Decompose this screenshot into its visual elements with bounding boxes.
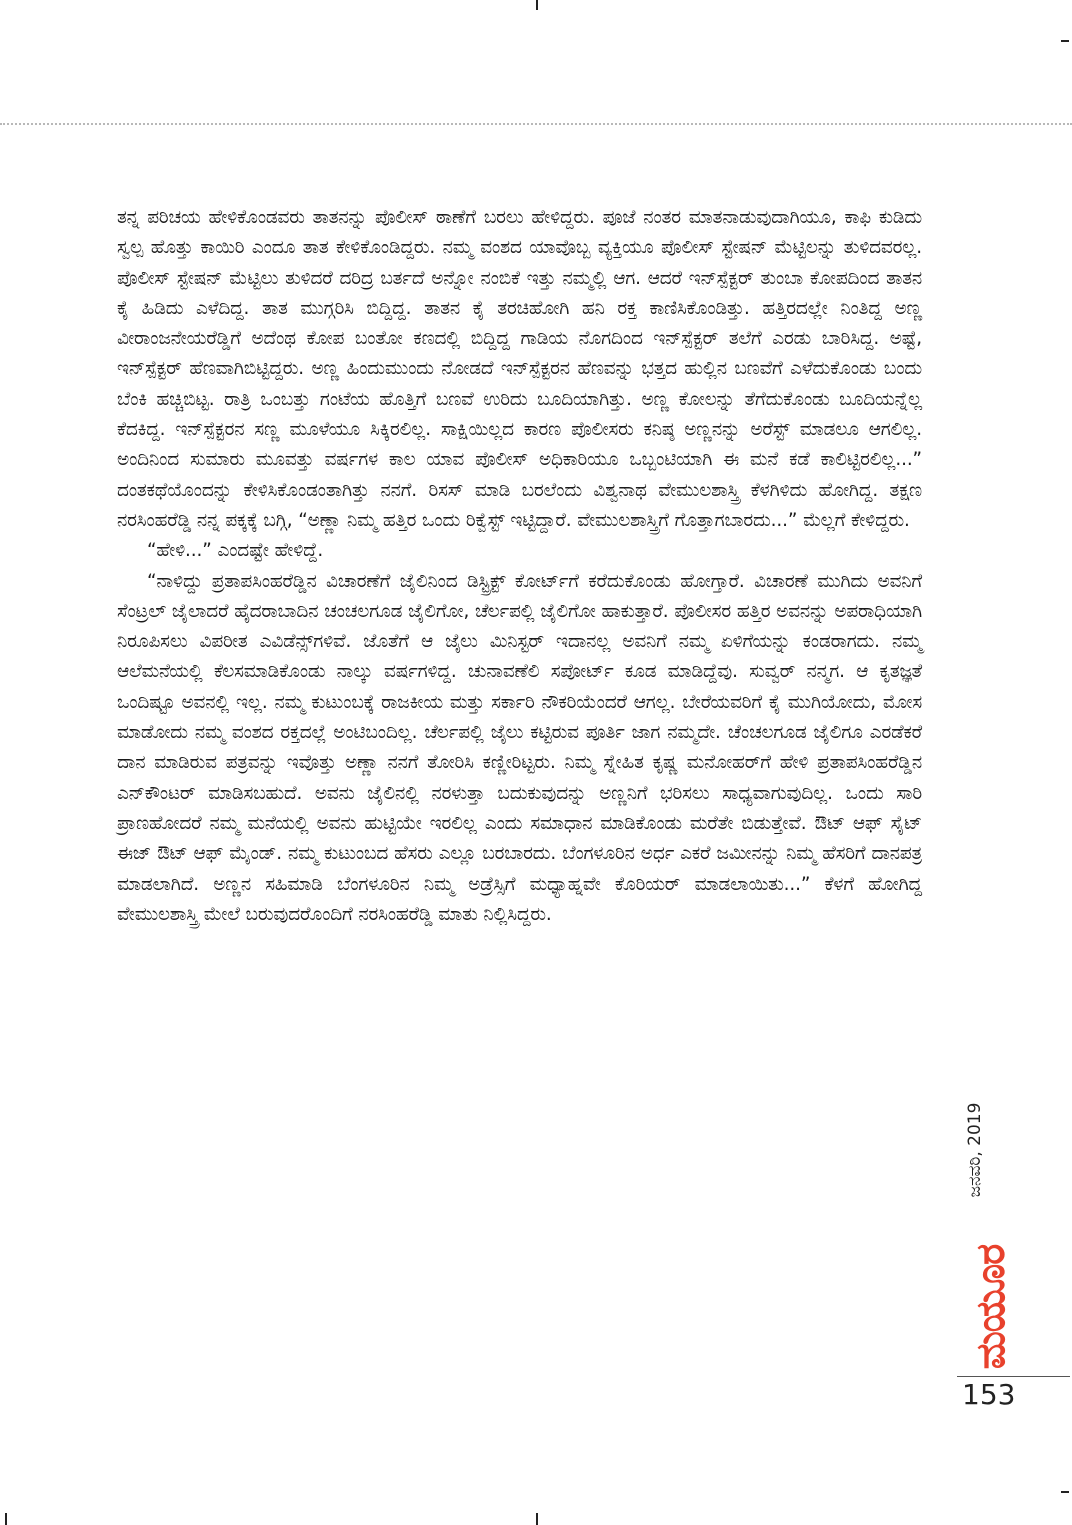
crop-mark-right-bottom bbox=[1061, 1491, 1069, 1493]
issue-date: ಜನವರಿ, 2019 bbox=[965, 1102, 985, 1198]
folio-rule bbox=[957, 1376, 1070, 1377]
page-number: 153 bbox=[962, 1378, 1016, 1411]
article-paragraph: “ನಾಳಿದ್ದು ಪ್ರತಾಪಸಿಂಹರೆಡ್ಡಿನ ವಿಚಾರಣೆಗೆ ಜೈಲಿನಿಂದ ಡಿಸ್ಟ್ರಿಕ್ಟ್ ಕೋರ್ಟ್‌ಗೆ ಕರೆದುಕೊಂಡು ಹೋಗ್ತಾರೆ. ವಿಚಾರಣೆ ಮುಗಿದು ಅವನಿಗೆ ಸೆಂಟ್ರಲ್ ಜೈಲಾದರೆ ಹೈದರಾಬಾದಿನ ಚಂಚಲಗೂಡ ಜೈಲಿಗೋ, ಚೆರ್ಲಪಲ್ಲಿ ಜೈಲಿಗೋ ಹಾಕುತ್ತಾರೆ. ಪೊಲೀಸರ ಹತ್ತಿರ ಅವನನ್ನು ಅಪರಾಧಿಯಾಗಿ ನಿರೂಪಿಸಲು ವಿಪರೀತ ಎವಿಡೆನ್ಸ್‌ಗಳಿವೆ. ಜೊತೆಗೆ ಆ ಜೈಲು ಮಿನಿಸ್ಟರ್ ಇದಾನಲ್ಲ ಅವನಿಗೆ ನಮ್ಮ ಏಳಿಗೆಯನ್ನು ಕಂಡರಾಗದು. ನಮ್ಮ ಆಲೆಮನೆಯಲ್ಲಿ ಕೆಲಸಮಾಡಿಕೊಂಡು ನಾಲ್ಕು ವರ್ಷಗಳಿದ್ದ. ಚುನಾವಣೆಲಿ ಸಪೋರ್ಟ್ ಕೂಡ ಮಾಡಿದ್ದೆವು. ಸುವ್ವರ್ ನನ್ಮಗ. ಆ ಕೃತಜ್ಞತೆ ಒಂದಿಷ್ಟೂ ಅವನಲ್ಲಿ ಇಲ್ಲ. ನಮ್ಮ ಕುಟುಂಬಕ್ಕೆ ರಾಜಕೀಯ ಮತ್ತು ಸರ್ಕಾರಿ ನೌಕರಿಯೆಂದರೆ ಆಗಲ್ಲ. ಬೇರೆಯವರಿಗೆ ಕೈ ಮುಗಿಯೋದು, ಮೋಸ ಮಾಡೋದು ನಮ್ಮ ವಂಶದ ರಕ್ತದಲ್ಲೆ ಅಂಟಿಬಂದಿಲ್ಲ. ಚೆರ್ಲಪಲ್ಲಿ ಜೈಲು ಕಟ್ಟಿರುವ ಪೂರ್ತಿ ಜಾಗ ನಮ್ಮದೇ. ಚೆಂಚಲಗೂಡ ಜೈಲಿಗೂ ಎರಡೆಕರೆ ದಾನ ಮಾಡಿರುವ ಪತ್ರವನ್ನು ಇವೊತ್ತು ಅಣ್ಣಾ ನನಗೆ ತೋರಿಸಿ ಕಣ್ಣೀರಿಟ್ಟರು. ನಿಮ್ಮ ಸ್ನೇಹಿತ ಕೃಷ್ಣ ಮನೋಹರ್‌ಗೆ ಹೇಳಿ ಪ್ರತಾಪಸಿಂಹರೆಡ್ಡಿನ ಎನ್‌ಕೌಂಟರ್ ಮಾಡಿಸಬಹುದೆ. ಅವನು ಜೈಲಿನಲ್ಲಿ ನರಳುತ್ತಾ ಬದುಕುವುದನ್ನು ಅಣ್ಣನಿಗೆ ಭರಿಸಲು ಸಾಧ್ಯವಾಗುವುದಿಲ್ಲ. ಒಂದು ಸಾರಿ ಪ್ರಾಣಹೋದರೆ ನಮ್ಮ ಮನೆಯಲ್ಲಿ ಅವನು ಹುಟ್ಟಿಯೇ ಇರಲಿಲ್ಲ ಎಂದು ಸಮಾಧಾನ ಮಾಡಿಕೊಂಡು ಮರೆತೇ ಬಿಡುತ್ತೇವೆ. ಔಟ್ ಆಫ್ ಸೈಟ್ ಈಜ್ ಔಟ್ ಆಫ್ ಮೈಂಡ್. ನಮ್ಮ ಕುಟುಂಬದ ಹೆಸರು ಎಲ್ಲೂ ಬರಬಾರದು. ಬೆಂಗಳೂರಿನ ಅರ್ಧ ಎಕರೆ ಜಮೀನನ್ನು ನಿಮ್ಮ ಹೆಸರಿಗೆ ದಾನಪತ್ರ ಮಾಡಲಾಗಿದೆ. ಅಣ್ಣನ ಸಹಿಮಾಡಿ ಬೆಂಗಳೂರಿನ ನಿಮ್ಮ ಅಡ್ರೆಸ್ಸಿಗೆ ಮಧ್ಯಾಹ್ನವೇ ಕೊರಿಯರ್ ಮಾಡಲಾಯಿತು...” ಕೆಳಗೆ ಹೋಗಿದ್ದ ವೇಮುಲಶಾಸ್ತ್ರಿ ಮೇಲೆ ಬರುವುದರೊಂದಿಗೆ ನರಸಿಂಹರೆಡ್ಡಿ ಮಾತು ನಿಲ್ಲಿಸಿದ್ದರು. bbox=[117, 570, 922, 925]
article-body bbox=[117, 203, 922, 930]
masthead-logo: ಮಯೂರ bbox=[968, 1244, 1014, 1370]
header-dotted-rule bbox=[0, 123, 1072, 125]
crop-mark-bottom-left bbox=[5, 1513, 7, 1525]
crop-mark-top-center bbox=[536, 0, 538, 10]
article-paragraph: “ಹೇಳಿ...” ಎಂದಷ್ಟೇ ಹೇಳಿದ್ದೆ. bbox=[147, 540, 324, 562]
crop-mark-bottom-center bbox=[536, 1513, 538, 1525]
article-paragraph: ತನ್ನ ಪರಿಚಯ ಹೇಳಿಕೊಂಡವರು ತಾತನನ್ನು ಪೊಲೀಸ್ ಠಾಣೆಗೆ ಬರಲು ಹೇಳಿದ್ದರು. ಪೂಜೆ ನಂತರ ಮಾತನಾಡುವುದಾಗಿಯೂ, ಕಾಫಿ ಕುಡಿದು ಸ್ವಲ್ಪ ಹೊತ್ತು ಕಾಯಿರಿ ಎಂದೂ ತಾತ ಕೇಳಿಕೊಂಡಿದ್ದರು. ನಮ್ಮ ವಂಶದ ಯಾವೊಬ್ಬ ವ್ಯಕ್ತಿಯೂ ಪೊಲೀಸ್ ಸ್ಟೇಷನ್ ಮೆಟ್ಟಿಲನ್ನು ತುಳಿದವರಲ್ಲ. ಪೊಲೀಸ್ ಸ್ಟೇಷನ್ ಮೆಟ್ಟಿಲು ತುಳಿದರೆ ದರಿದ್ರ ಬರ್ತದೆ ಅನ್ನೋ ನಂಬಿಕೆ ಇತ್ತು ನಮ್ಮಲ್ಲಿ ಆಗ. ಆದರೆ ಇನ್‌ಸ್ಪೆಕ್ಟರ್ ತುಂಬಾ ಕೋಪದಿಂದ ತಾತನ ಕೈ ಹಿಡಿದು ಎಳೆದಿದ್ದ. ತಾತ ಮುಗ್ಗರಿಸಿ ಬಿದ್ದಿದ್ದ. ತಾತನ ಕೈ ತರಚಿಹೋಗಿ ಹನಿ ರಕ್ತ ಕಾಣಿಸಿಕೊಂಡಿತ್ತು. ಹತ್ತಿರದಲ್ಲೇ ನಿಂತಿದ್ದ ಅಣ್ಣ ವೀರಾಂಜನೇಯರೆಡ್ಡಿಗೆ ಅದೆಂಥ ಕೋಪ ಬಂತೋ ಕಣದಲ್ಲಿ ಬಿದ್ದಿದ್ದ ಗಾಡಿಯ ನೊಗದಿಂದ ಇನ್‌ಸ್ಪೆಕ್ಟರ್ ತಲೆಗೆ ಎರಡು ಬಾರಿಸಿದ್ದ. ಅಷ್ಟೆ, ಇನ್‌ಸ್ಪೆಕ್ಟರ್ ಹೆಣವಾಗಿಬಿಟ್ಟಿದ್ದರು. ಅಣ್ಣ ಹಿಂದುಮುಂದು ನೋಡದೆ ಇನ್‌ಸ್ಪೆಕ್ಟರನ ಹೆಣವನ್ನು ಭತ್ತದ ಹುಲ್ಲಿನ ಬಣವೆಗೆ ಎಳೆದುಕೊಂಡು ಬಂದು ಬೆಂಕಿ ಹಚ್ಚಿಬಿಟ್ಟ. ರಾತ್ರಿ ಒಂಬತ್ತು ಗಂಟೆಯ ಹೊತ್ತಿಗೆ ಬಣವೆ ಉರಿದು ಬೂದಿಯಾಗಿತ್ತು. ಅಣ್ಣ ಕೋಲನ್ನು ತೆಗೆದುಕೊಂಡು ಬೂದಿಯನ್ನೆಲ್ಲ ಕೆದಕಿದ್ದ. ಇನ್‌ಸ್ಪೆಕ್ಟರನ ಸಣ್ಣ ಮೂಳೆಯೂ ಸಿಕ್ಕಿರಲಿಲ್ಲ. ಸಾಕ್ಷಿಯಿಲ್ಲದ ಕಾರಣ ಪೊಲೀಸರು ಕನಿಷ್ಠ ಅಣ್ಣನನ್ನು ಅರೆಸ್ಟ್ ಮಾಡಲೂ ಆಗಲಿಲ್ಲ. ಅಂದಿನಿಂದ ಸುಮಾರು ಮೂವತ್ತು ವರ್ಷಗಳ ಕಾಲ ಯಾವ ಪೊಲೀಸ್ ಅಧಿಕಾರಿಯೂ ಒಬ್ಬಂಟಿಯಾಗಿ ಈ ಮನೆ ಕಡೆ ಕಾಲಿಟ್ಟಿರಲಿಲ್ಲ...” ದಂತಕಥೆಯೊಂದನ್ನು ಕೇಳಿಸಿಕೊಂಡಂತಾಗಿತ್ತು ನನಗೆ. ರಿಸಸ್ ಮಾಡಿ ಬರಲೆಂದು ವಿಶ್ವನಾಥ ವೇಮುಲಶಾಸ್ತ್ರಿ ಕೆಳಗಿಳಿದು ಹೋಗಿದ್ದ. ತಕ್ಷಣ ನರಸಿಂಹರೆಡ್ಡಿ ನನ್ನ ಪಕ್ಕಕ್ಕೆ ಬಗ್ಗಿ, “ಅಣ್ಣಾ ನಿಮ್ಮ ಹತ್ತಿರ ಒಂದು ರಿಕ್ವೆಸ್ಟ್ ಇಟ್ಟಿದ್ದಾರೆ. ವೇಮುಲಶಾಸ್ತ್ರಿಗೆ ಗೊತ್ತಾಗಬಾರದು...” ಮೆಲ್ಲಗೆ ಕೇಳಿದ್ದರು. bbox=[117, 207, 922, 531]
crop-mark-right-top bbox=[1061, 40, 1069, 42]
